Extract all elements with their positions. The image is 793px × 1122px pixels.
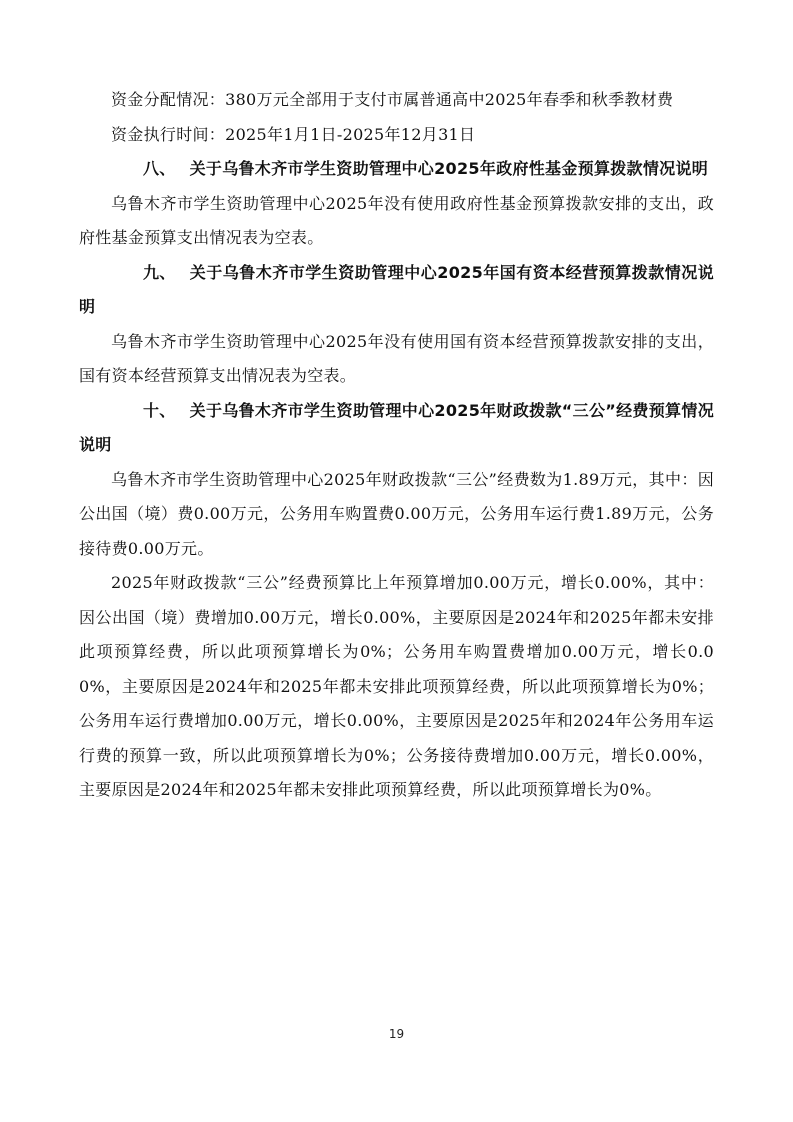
- section-9-body: 乌鲁木齐市学生资助管理中心2025年没有使用国有资本经营预算拨款安排的支出，国有资本经营预算支出情况表为空表。: [79, 331, 714, 385]
- section-9-number: 九、: [143, 262, 176, 282]
- fund-execution-time-paragraph: 资金执行时间：2025年1月1日-2025年12月31日: [111, 124, 476, 144]
- section-10-number: 十、: [143, 400, 176, 420]
- section-10-body-2: 2025年财政拨款“三公”经费预算比上年预算增加0.00万元，增长0.00%，其中：因公出国（境）费增加0.00万元，增长0.00%，主要原因是2024年和2025年都未安排此项预算经费，所以此项预算增长为0%；公务用车购置费增加0.00万元，增长0.00%，主要原因是2024年和2025年都未安排此项预算经费，所以此项预算增长为0%；公务用车运行费增加0.00万元，增长0.00%，主要原因是2025年和2024年公务用车运行费的预算一致，所以此项预算增长为0%；公务接待费增加0.00万元，增长0.00%，主要原因是2024年和2025年都未安排此项预算经费，所以此项预算增长为0%。: [79, 573, 714, 799]
- section-8-title: 关于乌鲁木齐市学生资助管理中心2025年政府性基金预算拨款情况说明: [189, 159, 709, 178]
- section-10-heading: [79, 394, 714, 463]
- section-9-title: 关于乌鲁木齐市学生资助管理中心2025年国有资本经营预算拨款情况说明: [79, 262, 714, 316]
- section-8-body: 乌鲁木齐市学生资助管理中心2025年没有使用政府性基金预算拨款安排的支出，政府性基金预算支出情况表为空表。: [79, 193, 714, 247]
- section-10-title: 关于乌鲁木齐市学生资助管理中心2025年财政拨款“三公”经费预算情况说明: [79, 400, 714, 454]
- page-number: 19: [388, 1027, 405, 1041]
- section-9-heading: [79, 256, 714, 325]
- section-8-heading: [79, 152, 714, 187]
- section-10-body-1: 乌鲁木齐市学生资助管理中心2025年财政拨款“三公”经费数为1.89万元，其中：因公出国（境）费0.00万元，公务用车购置费0.00万元，公务用车运行费1.89万元，公务接待费0.00万元。: [79, 469, 714, 558]
- fund-allocation-paragraph: 资金分配情况：380万元全部用于支付市属普通高中2025年春季和秋季教材费: [111, 90, 674, 109]
- section-8-number: 八、: [143, 159, 176, 178]
